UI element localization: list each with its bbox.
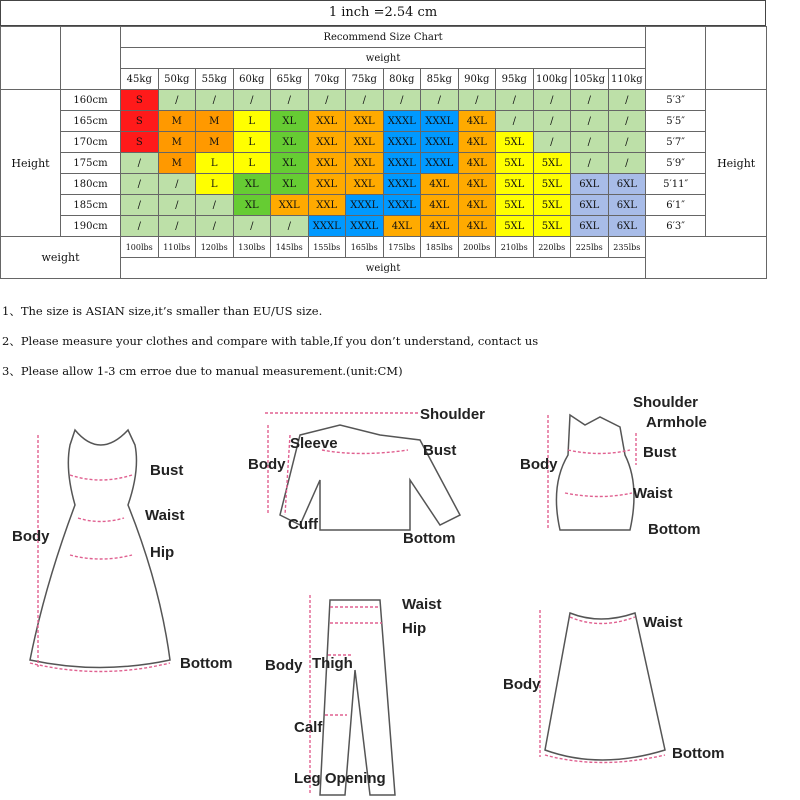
size-cell: / — [121, 153, 159, 174]
weight-kg-header: 45kg — [121, 69, 159, 90]
size-cell: / — [158, 195, 196, 216]
size-cell: / — [608, 132, 646, 153]
weight-lbs-header: 175lbs — [383, 237, 421, 258]
vest-bottom-label: Bottom — [648, 521, 701, 538]
vest-armhole-label: Armhole — [646, 414, 707, 431]
notes — [2, 296, 538, 386]
size-cell: / — [271, 216, 309, 237]
weight-lbs-header: 130lbs — [233, 237, 271, 258]
note-3: 3、Please allow 1-3 cm erroe due to manual measurement.(unit:CM) — [2, 364, 403, 378]
weight-lbs-header: 185lbs — [421, 237, 459, 258]
size-cell: XXXL — [383, 195, 421, 216]
size-cell: XXL — [346, 132, 384, 153]
jacket-cuff-label: Cuff — [288, 516, 318, 533]
height-feet: 5′11″ — [646, 174, 706, 195]
weight-kg-header: 105kg — [571, 69, 609, 90]
size-cell: 6XL — [608, 195, 646, 216]
pants-calf-label: Calf — [294, 719, 323, 736]
note-2: 2、Please measure your clothes and compare with table,If you don’t understand, contact us — [2, 334, 539, 348]
size-cell: 6XL — [608, 174, 646, 195]
size-cell: / — [121, 174, 159, 195]
size-cell: XXXL — [346, 216, 384, 237]
size-cell: XXL — [346, 111, 384, 132]
height-cm: 185cm — [61, 195, 121, 216]
size-cell: / — [571, 132, 609, 153]
vest-body-label: Body — [520, 456, 558, 473]
size-cell: XXL — [308, 174, 346, 195]
size-cell: / — [571, 90, 609, 111]
corner-cell — [646, 27, 706, 90]
weight-lbs-header: 200lbs — [458, 237, 496, 258]
height-feet: 5′9″ — [646, 153, 706, 174]
dress-bottom-label: Bottom — [180, 655, 233, 672]
size-cell: / — [533, 90, 571, 111]
size-cell: / — [533, 132, 571, 153]
dress-body-label: Body — [12, 528, 50, 545]
vest-shoulder-label: Shoulder — [633, 394, 699, 411]
size-cell: XXL — [346, 174, 384, 195]
size-cell: L — [196, 174, 234, 195]
height-feet: 6′3″ — [646, 216, 706, 237]
size-cell: S — [121, 90, 159, 111]
size-cell: 6XL — [571, 216, 609, 237]
weight-lbs-header: 120lbs — [196, 237, 234, 258]
size-cell: / — [196, 216, 234, 237]
size-cell: XXXL — [346, 195, 384, 216]
size-cell: XL — [233, 174, 271, 195]
size-cell: XL — [271, 132, 309, 153]
weight-lbs-header: 100lbs — [121, 237, 159, 258]
size-cell: 6XL — [571, 174, 609, 195]
weight-kg-header: 95kg — [496, 69, 534, 90]
pants-sketch — [320, 600, 395, 795]
skirt-sketch — [545, 613, 665, 760]
size-cell: / — [233, 216, 271, 237]
height-cm: 175cm — [61, 153, 121, 174]
size-cell: / — [421, 90, 459, 111]
weight-lbs-header: 210lbs — [496, 237, 534, 258]
jacket-shoulder-label: Shoulder — [420, 406, 486, 423]
size-cell: / — [533, 111, 571, 132]
size-cell: XXXL — [383, 174, 421, 195]
weight-kg-header: 65kg — [271, 69, 309, 90]
size-cell: XXXL — [383, 153, 421, 174]
size-cell: 6XL — [608, 216, 646, 237]
size-cell: S — [121, 111, 159, 132]
corner-cell — [706, 27, 767, 90]
size-cell: L — [196, 153, 234, 174]
vest-waist-label: Waist — [633, 485, 673, 502]
size-cell: XL — [271, 153, 309, 174]
size-cell: XXL — [308, 111, 346, 132]
size-cell: / — [158, 90, 196, 111]
weight-kg-header: 55kg — [196, 69, 234, 90]
skirt-waist-label: Waist — [643, 614, 683, 631]
weight-kg-header: 100kg — [533, 69, 571, 90]
height-label-left: Height — [1, 90, 61, 237]
size-cell: / — [608, 111, 646, 132]
vest-bust-label: Bust — [643, 444, 677, 461]
note-1: 1、The size is ASIAN size,it’s smaller than EU/US size. — [2, 304, 323, 318]
pants-leg-opening-label: Leg Opening — [294, 770, 386, 787]
dress-waist-label: Waist — [145, 507, 185, 524]
weight-lbs-header: 165lbs — [346, 237, 384, 258]
height-cm: 170cm — [61, 132, 121, 153]
height-feet: 5′5″ — [646, 111, 706, 132]
size-cell: / — [346, 90, 384, 111]
size-cell: / — [121, 195, 159, 216]
size-cell: XXXL — [421, 153, 459, 174]
size-cell: 4XL — [458, 174, 496, 195]
unit-note: 1 inch =2.54 cm — [0, 0, 766, 26]
weight-lbs-header: 110lbs — [158, 237, 196, 258]
size-cell: L — [233, 132, 271, 153]
size-cell: / — [458, 90, 496, 111]
size-cell: 4XL — [458, 153, 496, 174]
weight-kg-header: 75kg — [346, 69, 384, 90]
size-cell: XXL — [346, 153, 384, 174]
height-feet: 5′7″ — [646, 132, 706, 153]
size-cell: 5XL — [533, 216, 571, 237]
size-cell: L — [233, 153, 271, 174]
height-feet: 6′1″ — [646, 195, 706, 216]
weight-label-left: weight — [1, 237, 121, 279]
size-cell: / — [383, 90, 421, 111]
weight-kg-header: 60kg — [233, 69, 271, 90]
size-cell: 5XL — [496, 216, 534, 237]
size-cell: / — [158, 216, 196, 237]
size-cell: M — [196, 132, 234, 153]
weight-lbs-header: 235lbs — [608, 237, 646, 258]
pants-hip-label: Hip — [402, 620, 427, 637]
size-cell: / — [608, 90, 646, 111]
jacket-body-label: Body — [248, 456, 286, 473]
weight-header-top: weight — [121, 48, 646, 69]
size-cell: 4XL — [458, 216, 496, 237]
size-cell: S — [121, 132, 159, 153]
dress-bust-label: Bust — [150, 462, 184, 479]
dress-sketch — [30, 430, 170, 668]
pants-waist-label: Waist — [402, 596, 442, 613]
weight-kg-header: 90kg — [458, 69, 496, 90]
corner-cell — [61, 27, 121, 90]
size-cell: / — [571, 153, 609, 174]
weight-lbs-header: 155lbs — [308, 237, 346, 258]
size-cell: 5XL — [533, 153, 571, 174]
size-cell: 5XL — [496, 132, 534, 153]
size-cell: / — [608, 153, 646, 174]
skirt-bottom-label: Bottom — [672, 745, 725, 762]
size-cell: M — [196, 111, 234, 132]
dress-hip-label: Hip — [150, 544, 175, 561]
size-cell: M — [158, 132, 196, 153]
size-cell: 6XL — [571, 195, 609, 216]
weight-kg-header: 85kg — [421, 69, 459, 90]
size-cell: 5XL — [533, 174, 571, 195]
size-cell: 4XL — [458, 195, 496, 216]
size-cell: XXXL — [421, 132, 459, 153]
jacket-bottom-label: Bottom — [403, 530, 456, 547]
size-cell: XXXL — [383, 111, 421, 132]
chart-title: Recommend Size Chart — [121, 27, 646, 48]
size-cell: XXL — [308, 132, 346, 153]
jacket-bust-label: Bust — [423, 442, 457, 459]
skirt-body-label: Body — [503, 676, 541, 693]
weight-lbs-header: 145lbs — [271, 237, 309, 258]
height-feet: 5′3″ — [646, 90, 706, 111]
weight-kg-header: 110kg — [608, 69, 646, 90]
size-cell: XXXL — [421, 111, 459, 132]
size-chart-table — [0, 26, 767, 279]
pants-thigh-label: Thigh — [312, 655, 353, 672]
size-cell: XL — [271, 174, 309, 195]
weight-kg-header: 50kg — [158, 69, 196, 90]
height-cm: 165cm — [61, 111, 121, 132]
size-cell: 4XL — [458, 111, 496, 132]
size-cell: 4XL — [421, 195, 459, 216]
size-cell: 4XL — [421, 216, 459, 237]
size-cell: XXL — [308, 153, 346, 174]
weight-lbs-header: 220lbs — [533, 237, 571, 258]
corner-cell — [1, 27, 61, 90]
garment-diagrams — [0, 385, 800, 800]
height-cm: 180cm — [61, 174, 121, 195]
size-cell: L — [233, 111, 271, 132]
size-cell: / — [496, 111, 534, 132]
size-cell: XXXL — [383, 132, 421, 153]
size-cell: / — [196, 195, 234, 216]
size-cell: / — [571, 111, 609, 132]
size-cell: / — [233, 90, 271, 111]
corner-cell — [646, 237, 767, 279]
height-label-right: Height — [706, 90, 767, 237]
jacket-sleeve-label: Sleeve — [290, 435, 338, 452]
weight-lbs-header: 225lbs — [571, 237, 609, 258]
size-cell: XXL — [271, 195, 309, 216]
height-cm: 160cm — [61, 90, 121, 111]
size-cell: XL — [233, 195, 271, 216]
weight-kg-header: 70kg — [308, 69, 346, 90]
size-cell: / — [271, 90, 309, 111]
size-cell: / — [121, 216, 159, 237]
size-cell: / — [496, 90, 534, 111]
height-cm: 190cm — [61, 216, 121, 237]
size-cell: 5XL — [496, 174, 534, 195]
size-cell: XL — [271, 111, 309, 132]
size-cell: 4XL — [383, 216, 421, 237]
size-cell: 4XL — [421, 174, 459, 195]
size-cell: / — [196, 90, 234, 111]
size-cell: 5XL — [496, 153, 534, 174]
size-cell: 5XL — [496, 195, 534, 216]
pants-body-label: Body — [265, 657, 303, 674]
size-cell: / — [158, 174, 196, 195]
size-cell: M — [158, 111, 196, 132]
size-cell: XXL — [308, 195, 346, 216]
weight-kg-header: 80kg — [383, 69, 421, 90]
size-cell: 5XL — [533, 195, 571, 216]
size-cell: 4XL — [458, 132, 496, 153]
size-cell: XXXL — [308, 216, 346, 237]
weight-header-bottom: weight — [121, 258, 646, 279]
size-cell: M — [158, 153, 196, 174]
vest-sketch — [556, 415, 634, 530]
size-cell: / — [308, 90, 346, 111]
